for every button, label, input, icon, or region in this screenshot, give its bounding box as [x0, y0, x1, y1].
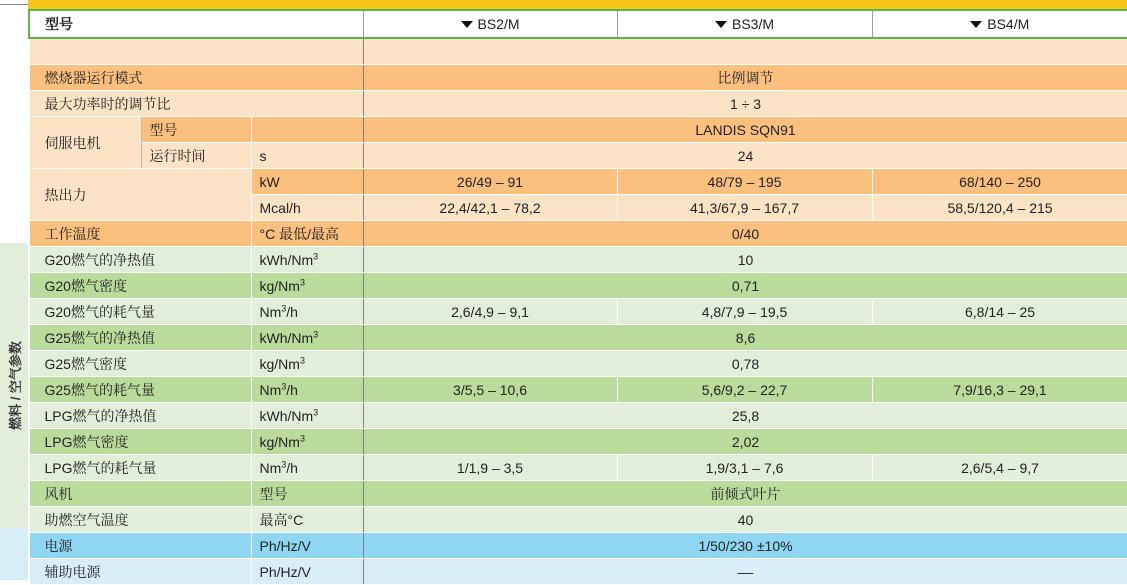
row-value: 比例调节	[363, 65, 1127, 91]
row-working-temp	[29, 221, 1127, 247]
row-label: 助燃空气温度	[29, 507, 251, 533]
row-value: 1/50/230 ±10%	[363, 533, 1127, 559]
row-label: G20燃气密度	[29, 273, 251, 299]
row-value: LANDIS SQN91	[363, 117, 1127, 143]
row-unit: kWh/Nm$^3$	[251, 247, 363, 273]
row-unit: kg/Nm$^3$	[251, 273, 363, 299]
row-unit: Mcal/h	[251, 195, 363, 221]
row-lpg-density	[29, 429, 1127, 455]
row-label: 伺服电机	[29, 117, 141, 169]
row-value: 8,6	[363, 325, 1127, 351]
row-g25-net	[29, 325, 1127, 351]
cell-value: 7,9/16,3 – 29,1	[872, 377, 1127, 403]
cell-value: 26/49 – 91	[363, 169, 617, 195]
row-value: 0,78	[363, 351, 1127, 377]
cell-value: 2,6/4,9 – 9,1	[363, 299, 617, 325]
row-value: 1 ÷ 3	[363, 91, 1127, 117]
row-sublabel: 型号	[141, 117, 251, 143]
row-value: 25,8	[363, 403, 1127, 429]
top-accent-bar	[28, 0, 1127, 9]
row-unit: 型号	[251, 481, 363, 507]
cell-value: 4,8/7,9 – 19,5	[617, 299, 872, 325]
row-unit: kg/Nm$^3$	[251, 429, 363, 455]
spacer-row	[29, 38, 1127, 65]
row-unit: kW	[251, 169, 363, 195]
model-bs4m: BS4/M	[872, 10, 1127, 38]
spec-table	[28, 9, 1127, 585]
row-unit: Ph/Hz/V	[251, 559, 363, 585]
row-g20-net	[29, 247, 1127, 273]
row-value: 24	[363, 143, 1127, 169]
row-lpg-consumption	[29, 455, 1127, 481]
model-bs2m: BS2/M	[363, 10, 617, 38]
row-label: 辅助电源	[29, 559, 251, 585]
row-unit: Nm$^3$/h	[251, 455, 363, 481]
triangle-down-icon	[461, 21, 473, 28]
row-value: 0,71	[363, 273, 1127, 299]
row-label: 燃烧器运行模式	[29, 65, 363, 91]
row-heat-kw	[29, 169, 1127, 195]
row-g20-consumption	[29, 299, 1127, 325]
row-g25-consumption	[29, 377, 1127, 403]
cell-value: 3/5,5 – 10,6	[363, 377, 617, 403]
row-unit: Nm$^3$/h	[251, 299, 363, 325]
fuel-air-side-label: 燃料 / 空气参数	[7, 341, 23, 430]
row-servo-time	[29, 143, 1127, 169]
row-unit: kWh/Nm$^3$	[251, 325, 363, 351]
side-band-electrical	[0, 528, 28, 580]
row-value: 2,02	[363, 429, 1127, 455]
cell-value: 1,9/3,1 – 7,6	[617, 455, 872, 481]
row-servo-type	[29, 117, 1127, 143]
row-label: G20燃气的耗气量	[29, 299, 251, 325]
row-unit: s	[251, 143, 363, 169]
triangle-down-icon	[970, 21, 982, 28]
cell-value: 2,6/5,4 – 9,7	[872, 455, 1127, 481]
row-value: 前倾式叶片	[363, 481, 1127, 507]
row-unit: °C 最低/最高	[251, 221, 363, 247]
row-aux-power	[29, 559, 1127, 585]
row-value: 0/40	[363, 221, 1127, 247]
row-label: 风机	[29, 481, 251, 507]
row-value: 10	[363, 247, 1127, 273]
row-unit: Ph/Hz/V	[251, 533, 363, 559]
cell-value: 58,5/120,4 – 215	[872, 195, 1127, 221]
row-lpg-net	[29, 403, 1127, 429]
row-turndown	[29, 91, 1127, 117]
cell-value: 6,8/14 – 25	[872, 299, 1127, 325]
row-g25-density	[29, 351, 1127, 377]
row-label: 热出力	[29, 169, 251, 221]
header-label: 型号	[29, 10, 363, 38]
row-label: 最大功率时的调节比	[29, 91, 363, 117]
row-value: 40	[363, 507, 1127, 533]
cell-value: 22,4/42,1 – 78,2	[363, 195, 617, 221]
triangle-down-icon	[715, 21, 727, 28]
row-label: G20燃气的净热值	[29, 247, 251, 273]
row-label: G25燃气的净热值	[29, 325, 251, 351]
row-unit	[251, 117, 363, 143]
row-label: LPG燃气密度	[29, 429, 251, 455]
row-label: G25燃气的耗气量	[29, 377, 251, 403]
cell-value: 41,3/67,9 – 167,7	[617, 195, 872, 221]
row-unit: Nm$^3$/h	[251, 377, 363, 403]
top-rule	[0, 4, 28, 5]
row-label: LPG燃气的净热值	[29, 403, 251, 429]
row-air-temp	[29, 507, 1127, 533]
cell-value: 5,6/9,2 – 22,7	[617, 377, 872, 403]
cell-value: 48/79 – 195	[617, 169, 872, 195]
row-sublabel: 运行时间	[141, 143, 251, 169]
row-label: G25燃气密度	[29, 351, 251, 377]
row-unit: 最高°C	[251, 507, 363, 533]
cell-value: 68/140 – 250	[872, 169, 1127, 195]
row-label: 电源	[29, 533, 251, 559]
row-power-supply	[29, 533, 1127, 559]
row-operating-mode	[29, 65, 1127, 91]
row-g20-density	[29, 273, 1127, 299]
row-label: 工作温度	[29, 221, 251, 247]
row-unit: kWh/Nm$^3$	[251, 403, 363, 429]
cell-value: 1/1,9 – 3,5	[363, 455, 617, 481]
row-unit: kg/Nm$^3$	[251, 351, 363, 377]
row-value: ––	[363, 559, 1127, 585]
model-bs3m: BS3/M	[617, 10, 872, 38]
row-fan	[29, 481, 1127, 507]
header-row	[29, 10, 1127, 38]
row-label: LPG燃气的耗气量	[29, 455, 251, 481]
